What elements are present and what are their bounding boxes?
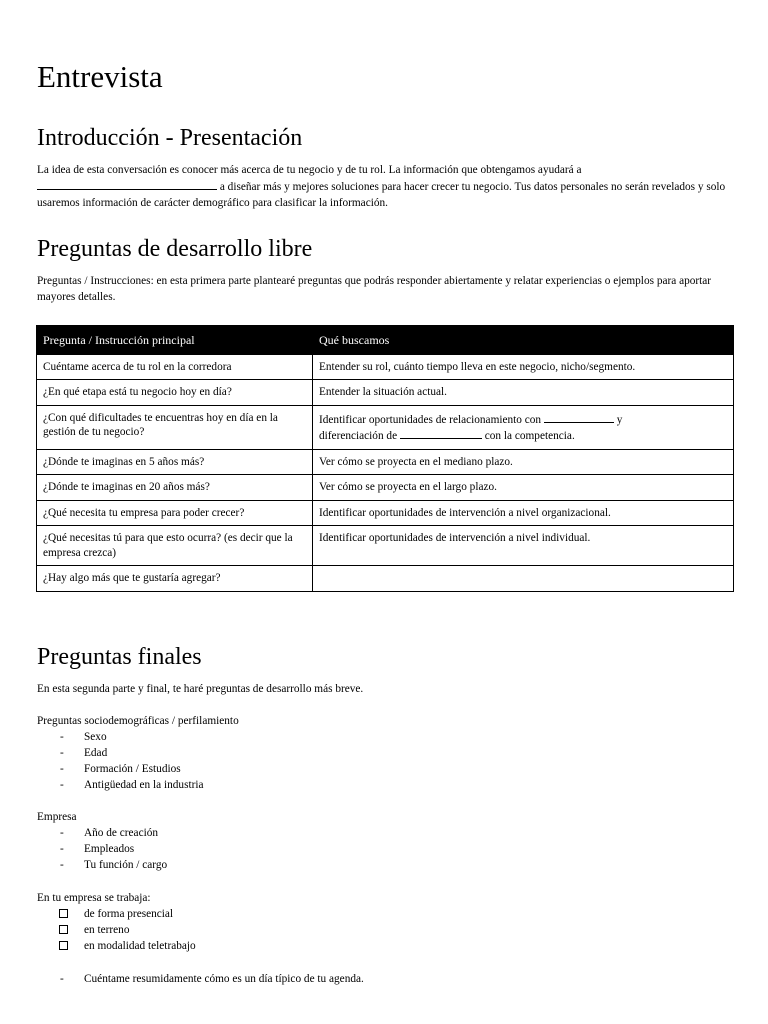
list-item-text: Edad <box>84 747 108 759</box>
table-cell-question: ¿Hay algo más que te gustaría agregar? <box>37 566 313 592</box>
option-label: de forma presencial <box>84 908 174 920</box>
final-questions-intro: En esta segunda parte y final, te haré preguntas de desarrollo más breve. <box>37 683 364 695</box>
goal-text-part4: con la competencia. <box>484 430 575 442</box>
goal-text-part3: diferenciación de <box>319 430 398 442</box>
table-cell-goal: Entender su rol, cuánto tiempo lleva en este negocio, nicho/segmento. <box>313 354 734 380</box>
table-header-row <box>37 326 734 355</box>
table-cell-question: ¿Qué necesita tu empresa para poder crecer? <box>37 500 313 526</box>
company-list <box>37 825 167 873</box>
table-row <box>37 405 734 449</box>
table-header-goal: Qué buscamos <box>313 326 734 355</box>
list-item-text: Tu función / cargo <box>84 859 168 871</box>
free-questions-heading: Preguntas de desarrollo libre <box>37 236 313 262</box>
table-cell-goal <box>313 405 734 449</box>
last-question-list <box>37 971 364 987</box>
bullet: - <box>60 731 64 743</box>
table-row <box>37 449 734 475</box>
bullet: - <box>60 973 64 985</box>
list-item <box>37 841 167 857</box>
list-item <box>37 745 204 761</box>
intro-heading: Introducción - Presentación <box>37 125 303 151</box>
final-questions-heading: Preguntas finales <box>37 644 202 670</box>
table-row <box>37 566 734 592</box>
table-cell-question: Cuéntame acerca de tu rol en la corredora <box>37 354 313 380</box>
table-cell-question: ¿Dónde te imaginas en 5 años más? <box>37 449 313 475</box>
checkbox-icon[interactable] <box>59 909 68 918</box>
goal-text-part2: y <box>616 413 623 426</box>
intro-paragraph <box>37 162 727 211</box>
list-item-text: Año de creación <box>84 827 159 839</box>
table-row <box>37 354 734 380</box>
option-item[interactable] <box>37 938 196 954</box>
table-cell-goal <box>313 566 734 592</box>
table-cell-question: ¿En qué etapa está tu negocio hoy en día? <box>37 380 313 406</box>
table-row <box>37 475 734 501</box>
table-cell-question: ¿Dónde te imaginas en 20 años más? <box>37 475 313 501</box>
intro-text-after: a diseñar más y mejores soluciones para hacer crecer tu negocio. Tus datos personales no serán revelados y solo usaremos información de carácter demográfico para clasificar la información. <box>37 181 726 209</box>
list-item-text: Cuéntame resumidamente cómo es un día típico de tu agenda. <box>84 973 364 985</box>
intro-blank <box>37 178 217 190</box>
bullet: - <box>60 763 64 775</box>
checkbox-icon[interactable] <box>59 925 68 934</box>
list-item <box>37 971 364 987</box>
goal-blank-2 <box>400 427 482 439</box>
table-cell-question: ¿Con qué dificultades te encuentras hoy en día en la gestión de tu negocio? <box>37 405 313 449</box>
table-row <box>37 380 734 406</box>
list-item-text: Empleados <box>84 843 135 855</box>
goal-blank-1 <box>544 411 614 423</box>
table-cell-goal: Identificar oportunidades de intervención a nivel organizacional. <box>313 500 734 526</box>
list-item-text: Sexo <box>84 731 107 743</box>
list-item <box>37 761 204 777</box>
questions-table <box>36 325 734 592</box>
table-cell-goal: Ver cómo se proyecta en el largo plazo. <box>313 475 734 501</box>
table-cell-goal: Identificar oportunidades de intervención a nivel individual. <box>313 526 734 566</box>
checkbox-icon[interactable] <box>59 941 68 950</box>
group-label-work-mode: En tu empresa se trabaja: <box>37 892 151 904</box>
option-item[interactable] <box>37 922 196 938</box>
list-item <box>37 729 204 745</box>
bullet: - <box>60 843 64 855</box>
list-item <box>37 857 167 873</box>
list-item <box>37 825 167 841</box>
option-item[interactable] <box>37 906 196 922</box>
document-title: Entrevista <box>37 59 163 94</box>
list-item-text: Antigüedad en la industria <box>84 779 204 791</box>
table-row <box>37 526 734 566</box>
table-cell-goal: Entender la situación actual. <box>313 380 734 406</box>
bullet: - <box>60 747 64 759</box>
table-cell-question: ¿Qué necesitas tú para que esto ocurra? (es decir que la empresa crezca) <box>37 526 313 566</box>
group-label-sociodemographic: Preguntas sociodemográficas / perfilamiento <box>37 715 239 727</box>
option-label: en modalidad teletrabajo <box>84 940 196 952</box>
table-row <box>37 500 734 526</box>
table-header-question: Pregunta / Instrucción principal <box>37 326 313 355</box>
list-item <box>37 777 204 793</box>
bullet: - <box>60 827 64 839</box>
list-item-text: Formación / Estudios <box>84 763 181 775</box>
group-label-company: Empresa <box>37 811 77 823</box>
free-questions-instructions: Preguntas / Instrucciones: en esta primera parte plantearé preguntas que podrás responder abiertamente y relatar experiencias o ejemplos para aportar mayores detalles. <box>37 275 712 303</box>
work-mode-options <box>37 906 196 954</box>
intro-text-before: La idea de esta conversación es conocer más acerca de tu negocio y de tu rol. La información que obtengamos ayudará a <box>37 164 582 176</box>
option-label: en terreno <box>84 924 130 936</box>
table-cell-goal: Ver cómo se proyecta en el mediano plazo. <box>313 449 734 475</box>
sociodemographic-list <box>37 729 204 793</box>
goal-text-part1: Identificar oportunidades de relacionamiento con <box>319 413 542 426</box>
bullet: - <box>60 859 64 871</box>
bullet: - <box>60 779 64 791</box>
